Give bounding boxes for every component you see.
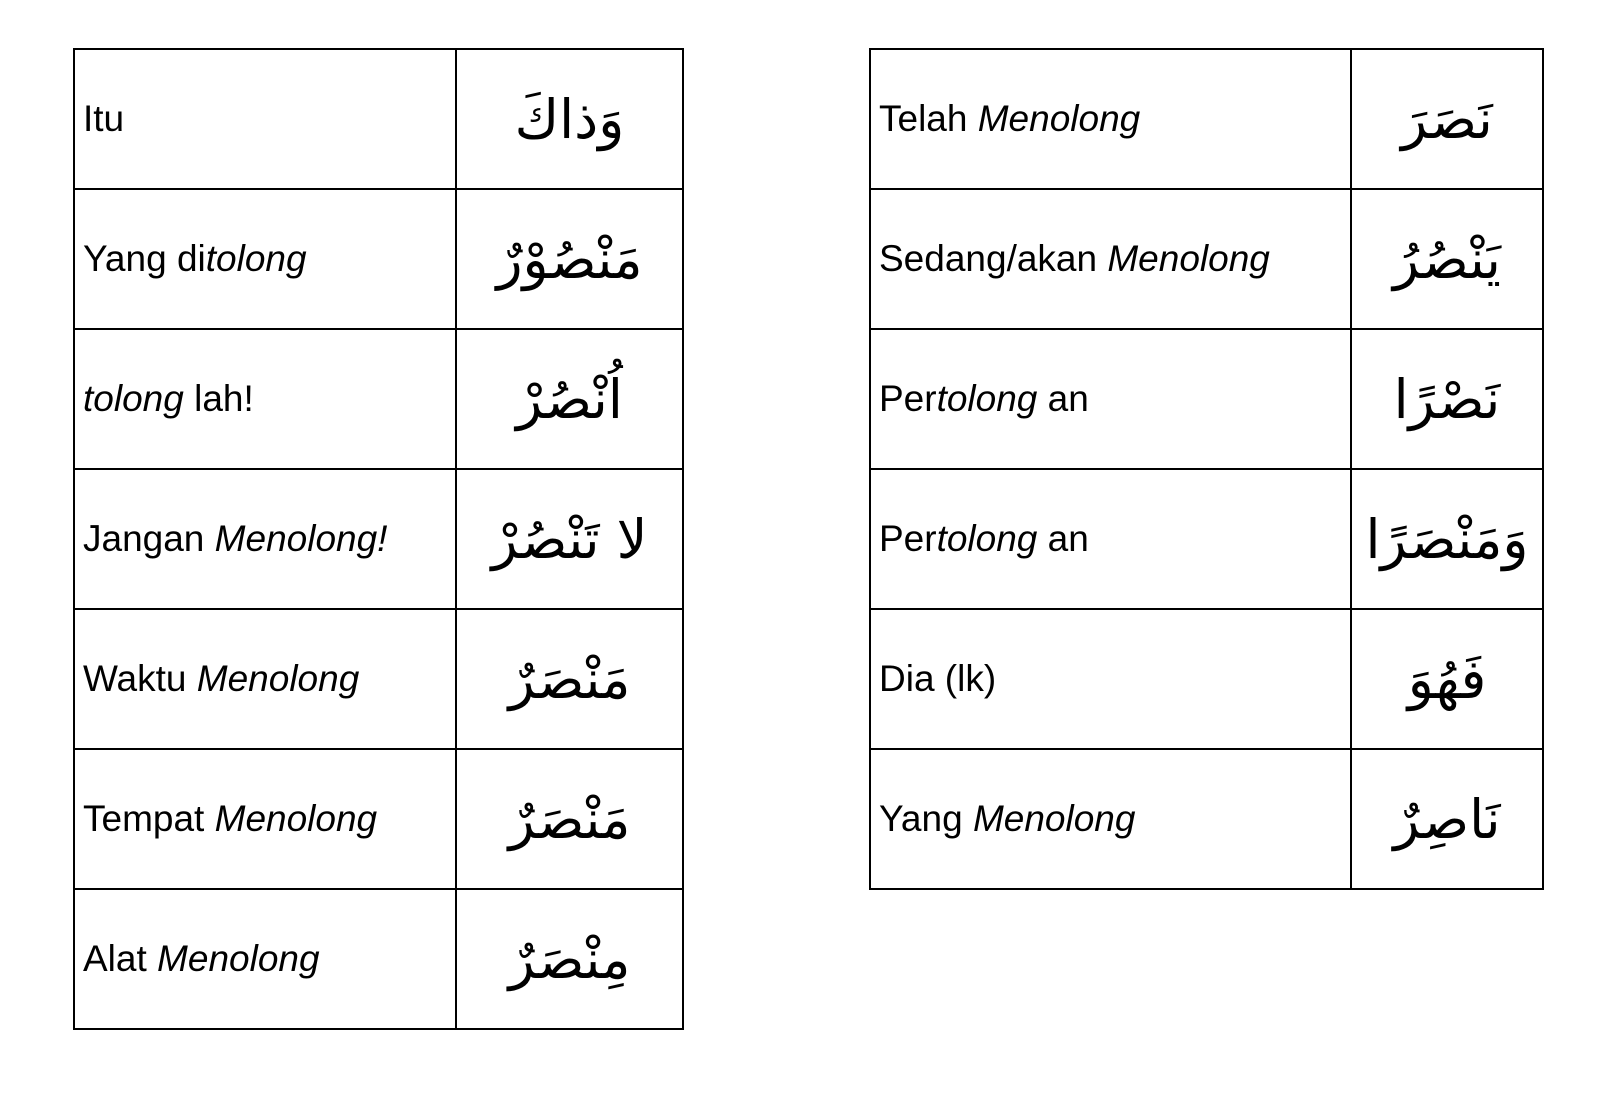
meaning-cell bbox=[74, 469, 456, 609]
meaning-cell bbox=[74, 189, 456, 329]
arabic-word: لا تَنْصُرْ bbox=[491, 507, 648, 571]
meaning-cell bbox=[74, 889, 456, 1029]
meaning-text: Waktu bbox=[83, 658, 197, 699]
meaning-italic-text: Menolong bbox=[214, 798, 378, 839]
arabic-word-cell bbox=[456, 609, 683, 749]
table-row bbox=[870, 49, 1543, 189]
arabic-word: نَاصِرٌ bbox=[1393, 787, 1501, 851]
meaning-italic-text: tolong bbox=[936, 378, 1038, 419]
arabic-word: فَهُوَ bbox=[1407, 647, 1487, 711]
meaning-italic-text: Menolong! bbox=[214, 518, 388, 559]
meaning-italic-text: Menolong bbox=[972, 798, 1136, 839]
table-row bbox=[870, 329, 1543, 469]
meaning-cell bbox=[870, 329, 1351, 469]
meaning-italic-text: tolong bbox=[83, 378, 184, 419]
arabic-word: وَمَنْصَرًا bbox=[1365, 507, 1529, 571]
meaning-text: Jangan bbox=[83, 518, 215, 559]
meaning-cell bbox=[870, 189, 1351, 329]
arabic-word-cell bbox=[456, 469, 683, 609]
arabic-word-cell bbox=[456, 49, 683, 189]
arabic-word: اُنْصُرْ bbox=[516, 367, 623, 431]
meaning-cell bbox=[870, 609, 1351, 749]
arabic-word-cell bbox=[456, 889, 683, 1029]
meaning-text: Per bbox=[879, 518, 937, 559]
arabic-word: نَصَرَ bbox=[1401, 87, 1493, 151]
meaning-italic-text: tolong bbox=[205, 238, 307, 279]
meaning-text: Sedang/akan bbox=[879, 238, 1108, 279]
meaning-text: Tempat bbox=[83, 798, 215, 839]
arabic-word-cell bbox=[1351, 609, 1543, 749]
meaning-italic-text: Menolong bbox=[977, 98, 1141, 139]
arabic-word-cell bbox=[456, 329, 683, 469]
vocab-table-left bbox=[73, 48, 684, 1030]
arabic-word-cell bbox=[1351, 329, 1543, 469]
meaning-cell bbox=[74, 49, 456, 189]
arabic-word: وَذاكَ bbox=[514, 87, 625, 151]
arabic-word: مَنْصَرٌ bbox=[508, 787, 631, 851]
arabic-word-cell bbox=[456, 189, 683, 329]
meaning-text: Alat bbox=[83, 938, 158, 979]
arabic-word-cell bbox=[1351, 49, 1543, 189]
meaning-cell bbox=[74, 329, 456, 469]
table-row bbox=[870, 189, 1543, 329]
arabic-word-cell bbox=[1351, 469, 1543, 609]
meaning-text: lah! bbox=[183, 378, 254, 419]
meaning-text: Per bbox=[879, 378, 937, 419]
meaning-text: an bbox=[1037, 518, 1089, 559]
table-row bbox=[870, 609, 1543, 749]
meaning-italic-text: Menolong bbox=[1107, 238, 1270, 279]
meaning-text: Yang di bbox=[83, 238, 206, 279]
meaning-text: Itu bbox=[83, 98, 125, 139]
meaning-text: Yang bbox=[879, 798, 973, 839]
meaning-text: Telah bbox=[879, 98, 978, 139]
meaning-text: an bbox=[1037, 378, 1089, 419]
meaning-italic-text: Menolong bbox=[157, 938, 320, 979]
table-row bbox=[74, 749, 683, 889]
meaning-cell bbox=[870, 749, 1351, 889]
meaning-cell bbox=[74, 609, 456, 749]
arabic-word-cell bbox=[456, 749, 683, 889]
table-row bbox=[74, 889, 683, 1029]
meaning-cell bbox=[870, 469, 1351, 609]
meaning-text: Dia (lk) bbox=[879, 658, 997, 699]
meaning-cell bbox=[74, 749, 456, 889]
arabic-word: مِنْصَرٌ bbox=[508, 927, 631, 991]
table-row bbox=[870, 469, 1543, 609]
meaning-cell bbox=[870, 49, 1351, 189]
arabic-word: مَنْصَرٌ bbox=[508, 647, 631, 711]
meaning-italic-text: Menolong bbox=[196, 658, 360, 699]
table-row bbox=[870, 749, 1543, 889]
arabic-word: يَنْصُرُ bbox=[1393, 227, 1501, 291]
table-row bbox=[74, 609, 683, 749]
vocab-table-right bbox=[869, 48, 1544, 890]
arabic-word-cell bbox=[1351, 749, 1543, 889]
table-row bbox=[74, 189, 683, 329]
arabic-word: مَنْصُوْرٌ bbox=[496, 227, 643, 291]
arabic-word: نَصْرًا bbox=[1393, 367, 1501, 431]
meaning-italic-text: tolong bbox=[936, 518, 1038, 559]
table-row bbox=[74, 49, 683, 189]
arabic-word-cell bbox=[1351, 189, 1543, 329]
table-row bbox=[74, 329, 683, 469]
table-row bbox=[74, 469, 683, 609]
